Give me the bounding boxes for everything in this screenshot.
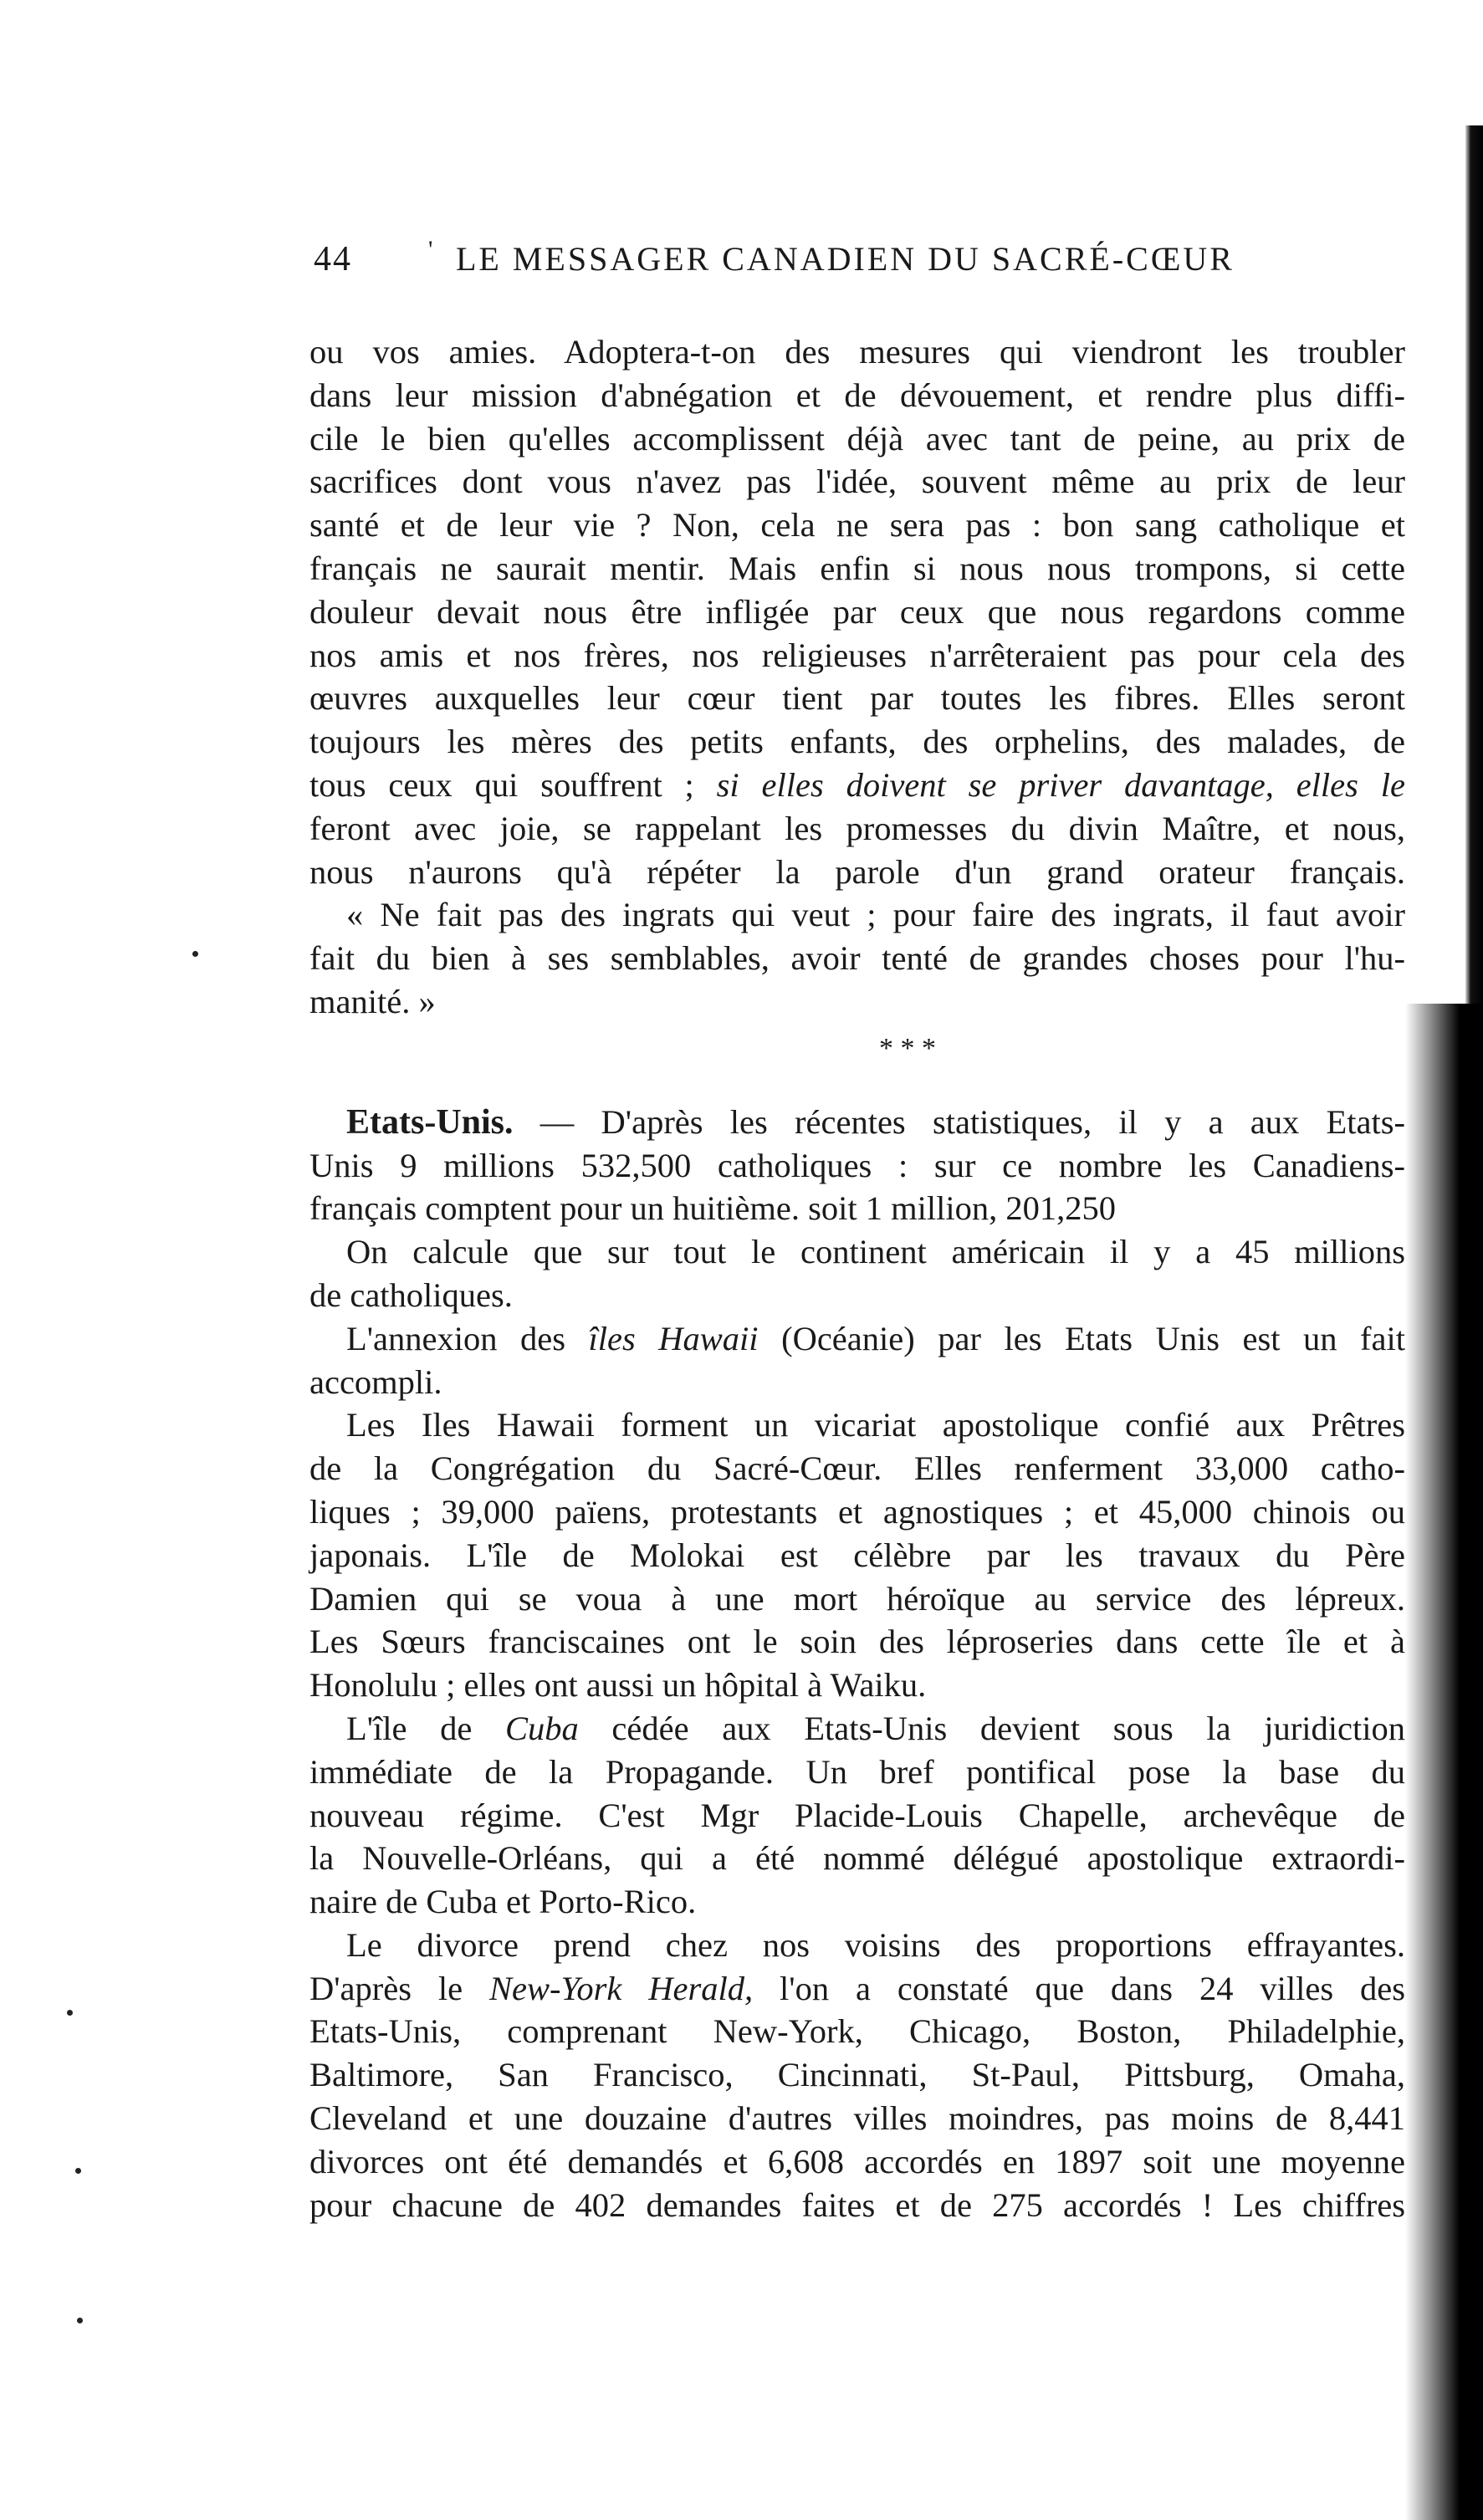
text-line: sacrifices dont vous n'avez pas l'idée, souvent même au prix de leur <box>309 463 1405 501</box>
text-segment: L'île de <box>346 1709 473 1747</box>
text-line: Honolulu ; elles ont aussi un hôpital à Waiku. <box>309 1666 927 1705</box>
text-line: dans leur mission d'abnégation et de dévouement, et rendre plus diffi- <box>309 376 1405 414</box>
text-line: naire de Cuba et Porto-Rico. <box>309 1883 697 1921</box>
text-line <box>309 1707 1405 1751</box>
text-line: feront avec joie, se rappelant les promesses du divin Maître, et nous, <box>309 809 1405 847</box>
text-line: Unis 9 millions 532,500 catholiques : sur ce nombre les Canadiens- <box>309 1146 1405 1184</box>
text-line: toujours les mères des petits enfants, des orphelins, des malades, de <box>309 723 1405 761</box>
text-line: nous n'aurons qu'à répéter la parole d'un grand orateur français. <box>309 852 1405 891</box>
text-line: « Ne fait pas des ingrats qui veut ; pour faire des ingrats, il faut avoir <box>346 896 1405 934</box>
header-mark: ' <box>428 236 435 263</box>
italic-segment: îles Hawaii <box>588 1319 759 1357</box>
scan-dot <box>67 2010 73 2016</box>
scan-dot <box>75 2168 81 2174</box>
text-line: pour chacune de 402 demandes faites et de 275 accordés ! Les chiffres <box>309 2185 1405 2224</box>
text-line: liques ; 39,000 païens, protestants et agnostiques ; et 45,000 chinois ou <box>309 1492 1405 1531</box>
text-line <box>309 1317 1405 1361</box>
text-line: japonais. L'île de Molokai est célèbre par les travaux du Père <box>309 1536 1405 1574</box>
text-segment: L'annexion des <box>346 1319 565 1357</box>
running-header <box>314 236 1401 289</box>
text-segment: D'après le <box>309 1969 463 2007</box>
text-line: de la Congrégation du Sacré-Cœur. Elles renferment 33,000 catho- <box>309 1449 1405 1488</box>
text-line: la Nouvelle-Orléans, qui a été nommé délégué apostolique extraordi- <box>309 1839 1405 1878</box>
text-line: nos amis et nos frères, nos religieuses n'arrêteraient pas pour cela des <box>309 636 1405 674</box>
text-line: Baltimore, San Francisco, Cincinnati, St-Paul, Pittsburg, Omaha, <box>309 2056 1405 2094</box>
text-line: divorces ont été demandés et 6,608 accordés en 1897 soit une moyenne <box>309 2142 1405 2180</box>
section-separator: * * * <box>879 1032 936 1064</box>
text-line: Les Iles Hawaii forment un vicariat apostolique confié aux Prêtres <box>346 1406 1405 1444</box>
text-line: français comptent pour un huitième. soit 1 million, 201,250 <box>309 1189 1116 1228</box>
text-segment: tous ceux qui souffrent ; <box>309 765 694 804</box>
text-line: de catholiques. <box>309 1275 513 1314</box>
text-line: fait du bien à ses semblables, avoir tenté de grandes choses pour l'hu- <box>309 939 1405 978</box>
text-line: Etats-Unis, comprenant New-York, Chicago, Boston, Philadelphie, <box>309 2012 1405 2051</box>
text-line <box>309 1101 1405 1144</box>
text-segment: cédée aux Etats-Unis devient sous la juridiction <box>611 1709 1406 1747</box>
text-line: santé et de leur vie ? Non, cela ne sera pas : bon sang catholique et <box>309 506 1405 544</box>
text-line: Cleveland et une douzaine d'autres villes moindres, pas moins de 8,441 <box>309 2099 1405 2138</box>
text-line: cile le bien qu'elles accomplissent déjà avec tant de peine, au prix de <box>309 419 1405 457</box>
text-line: On calcule que sur tout le continent américain il y a 45 millions <box>346 1233 1405 1271</box>
text-line: ou vos amies. Adoptera-t-on des mesures qui viendront les troubler <box>309 333 1405 371</box>
section-title: Etats-Unis. <box>346 1102 514 1142</box>
page-number: 44 <box>314 240 352 279</box>
text-line: manité. » <box>309 982 436 1020</box>
italic-segment: New-York Herald, <box>489 1969 754 2007</box>
running-title: LE MESSAGER CANADIEN DU SACRÉ-CŒUR <box>456 240 1235 278</box>
text-segment: l'on a constaté que dans 24 villes des <box>780 1969 1406 2007</box>
body-text <box>309 330 1405 2226</box>
italic-segment: si elles doivent se priver davantage, elles le <box>716 765 1405 804</box>
binding-shadow-lower <box>1405 1004 1483 2520</box>
text-line: Le divorce prend chez nos voisins des proportions effrayantes. <box>346 1925 1405 1964</box>
text-line: nouveau régime. C'est Mgr Placide-Louis Chapelle, archevêque de <box>309 1796 1405 1834</box>
text-segment: (Océanie) par les Etats Unis est un fait <box>781 1319 1406 1357</box>
text-line: immédiate de la Propagande. Un bref pontifical pose la base du <box>309 1752 1405 1791</box>
text-line: œuvres auxquelles leur cœur tient par toutes les fibres. Elles seront <box>309 679 1405 718</box>
scan-dot <box>192 951 198 957</box>
text-segment: — D'après les récentes statistiques, il y a aux Etats- <box>540 1102 1406 1141</box>
text-line: Les Sœurs franciscaines ont le soin des léproseries dans cette île et à <box>309 1623 1405 1661</box>
text-line: accompli. <box>309 1362 442 1401</box>
italic-segment: Cuba <box>505 1709 579 1747</box>
text-line <box>309 1967 1405 2011</box>
text-line <box>309 764 1405 807</box>
text-line: Damien qui se voua à une mort héroïque au service des lépreux. <box>309 1579 1405 1618</box>
text-line: douleur devait nous être infligée par ceux que nous regardons comme <box>309 592 1405 631</box>
scan-dot <box>77 2318 83 2323</box>
text-line: français ne saurait mentir. Mais enfin si nous nous trompons, si cette <box>309 549 1405 587</box>
